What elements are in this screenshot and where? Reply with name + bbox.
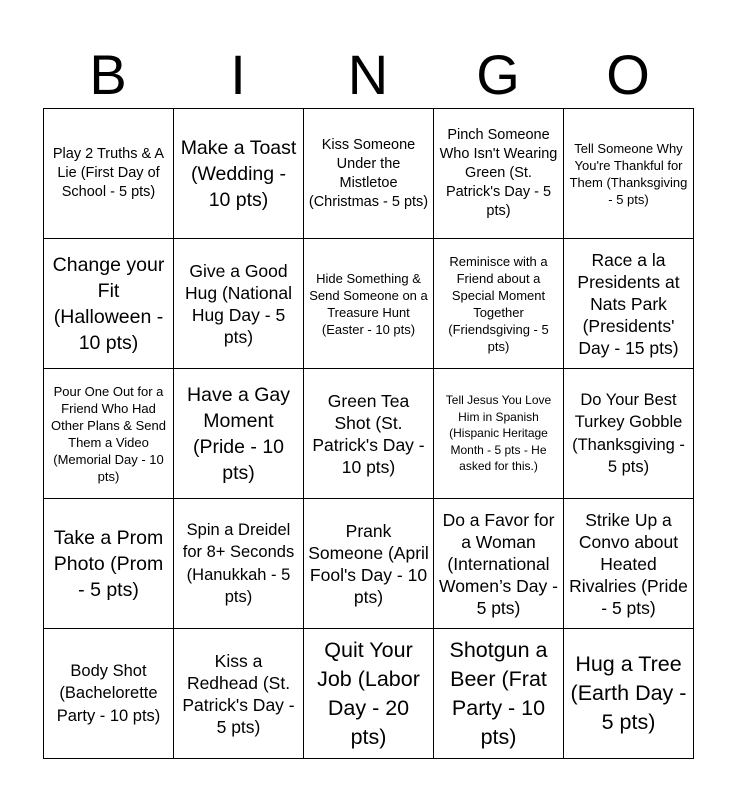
- bingo-cell-i5[interactable]: [174, 629, 304, 759]
- bingo-cell-b2[interactable]: [44, 239, 174, 369]
- cell-label: Pour One Out for a Friend Who Had Other Plans & Send Them a Video (Memorial Day - 10 pts): [51, 383, 166, 484]
- header-letter-b: B: [89, 43, 127, 106]
- board-row-1: [44, 109, 694, 239]
- bingo-cell-g5[interactable]: [434, 629, 564, 759]
- bingo-cell-n2[interactable]: [304, 239, 434, 369]
- cell-label: Tell Someone Why You're Thankful for Them (Thanksgiving - 5 pts): [569, 140, 688, 207]
- cell-label: Pinch Someone Who Isn't Wearing Green (St. Patrick's Day - 5 pts): [439, 127, 558, 219]
- bingo-cell-n4[interactable]: [304, 499, 434, 629]
- cell-label: Hug a Tree (Earth Day - 5 pts): [570, 652, 687, 734]
- cell-label: Hide Something & Send Someone on a Treasure Hunt (Easter - 10 pts): [309, 270, 428, 337]
- bingo-cell-i1[interactable]: [174, 109, 304, 239]
- header-letter-i: I: [230, 43, 246, 106]
- cell-label: Give a Good Hug (National Hug Day - 5 pts): [185, 260, 292, 347]
- board-row-4: [44, 499, 694, 629]
- cell-label: Body Shot (Bachelorette Party - 10 pts): [56, 661, 161, 725]
- cell-label: Have a Gay Moment (Pride - 10 pts): [187, 383, 290, 484]
- bingo-cell-o5[interactable]: [564, 629, 694, 759]
- cell-label: Kiss a Redhead (St. Patrick's Day - 5 pts): [182, 650, 295, 737]
- cell-label: Play 2 Truths & A Lie (First Day of School - 5 pts): [52, 146, 165, 200]
- cell-label: Shotgun a Beer (Frat Party - 10 pts): [449, 637, 548, 749]
- bingo-cell-b3[interactable]: [44, 369, 174, 499]
- cell-label: Strike Up a Convo about Heated Rivalries (Pride - 5 pts): [569, 509, 688, 618]
- bingo-cell-b5[interactable]: [44, 629, 174, 759]
- bingo-cell-n5[interactable]: [304, 629, 434, 759]
- cell-label: Quit Your Job (Labor Day - 20 pts): [317, 637, 420, 749]
- bingo-cell-i3[interactable]: [174, 369, 304, 499]
- bingo-cell-b4[interactable]: [44, 499, 174, 629]
- bingo-cell-g3[interactable]: [434, 369, 564, 499]
- board-row-3: [44, 369, 694, 499]
- bingo-cell-n1[interactable]: [304, 109, 434, 239]
- cell-label: Make a Toast (Wedding - 10 pts): [180, 136, 297, 211]
- bingo-cell-g1[interactable]: [434, 109, 564, 239]
- cell-label: Do a Favor for a Woman (International Women’s Day - 5 pts): [439, 509, 558, 618]
- cell-label: Spin a Dreidel for 8+ Seconds (Hanukkah - 5 pts): [182, 520, 295, 606]
- cell-label: Tell Jesus You Love Him in Spanish (Hispanic Heritage Month - 5 pts - He asked for this.): [445, 393, 552, 474]
- bingo-cell-g4[interactable]: [434, 499, 564, 629]
- cell-label: Take a Prom Photo (Prom - 5 pts): [53, 526, 164, 601]
- cell-label: Reminisce with a Friend about a Special Moment Together (Friendsgiving - 5 pts): [448, 253, 549, 354]
- cell-label: Change your Fit (Halloween - 10 pts): [52, 253, 165, 354]
- bingo-cell-n3[interactable]: [304, 369, 434, 499]
- cell-label: Green Tea Shot (St. Patrick's Day - 10 pts): [312, 390, 425, 477]
- cell-label: Prank Someone (April Fool's Day - 10 pts): [308, 520, 429, 607]
- bingo-cell-b1[interactable]: [44, 109, 174, 239]
- cell-label: Race a la Presidents at Nats Park (Presidents' Day - 15 pts): [577, 249, 680, 358]
- bingo-cell-i4[interactable]: [174, 499, 304, 629]
- board-row-5: [44, 629, 694, 759]
- header-letter-n: N: [347, 43, 389, 106]
- bingo-cell-o1[interactable]: [564, 109, 694, 239]
- bingo-cell-g2[interactable]: [434, 239, 564, 369]
- bingo-header: [43, 42, 693, 108]
- bingo-cell-o3[interactable]: [564, 369, 694, 499]
- header-letter-g: G: [476, 43, 520, 106]
- bingo-cell-o2[interactable]: [564, 239, 694, 369]
- board-row-2: [44, 239, 694, 369]
- cell-label: Do Your Best Turkey Gobble (Thanksgiving - 5 pts): [572, 390, 685, 476]
- bingo-cell-i2[interactable]: [174, 239, 304, 369]
- cell-label: Kiss Someone Under the Mistletoe (Christmas - 5 pts): [308, 136, 429, 210]
- bingo-board: [43, 108, 694, 759]
- bingo-cell-o4[interactable]: [564, 499, 694, 629]
- header-letter-o: O: [606, 43, 650, 106]
